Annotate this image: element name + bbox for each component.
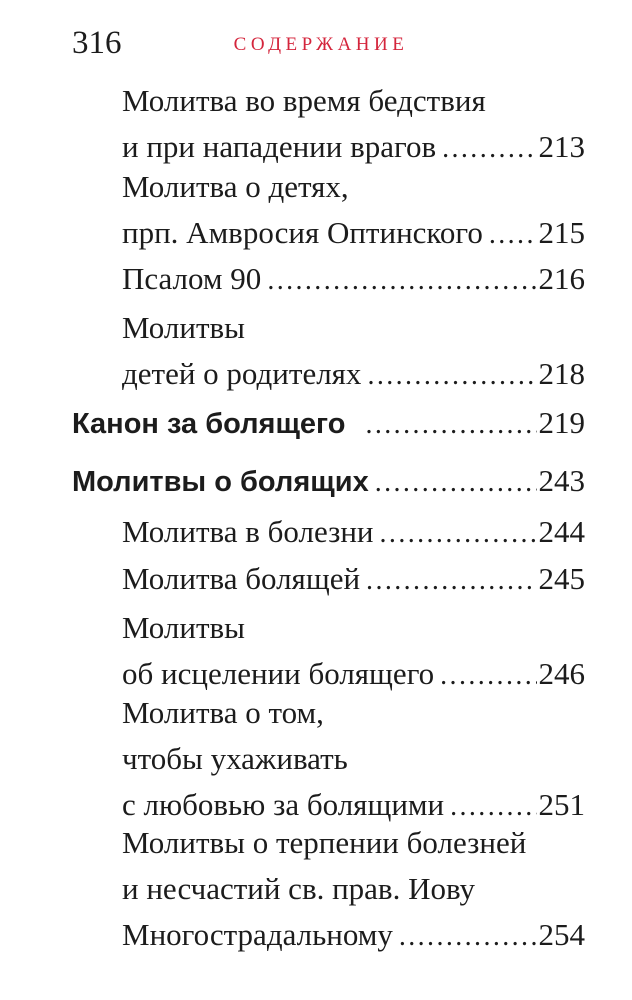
toc-entry-last-line bbox=[122, 509, 585, 555]
toc-page-number: 215 bbox=[538, 215, 585, 250]
toc-entry bbox=[122, 556, 585, 602]
dot-leader bbox=[365, 402, 536, 448]
toc-entry-line: Молитвы о терпении болезней bbox=[122, 825, 527, 860]
toc-page-number: 254 bbox=[538, 917, 585, 952]
toc-entry-line: Молитвы bbox=[122, 610, 245, 645]
toc-entry-last-line bbox=[122, 912, 585, 958]
toc-page-number: 213 bbox=[538, 129, 585, 164]
toc-entry-last-line bbox=[122, 351, 585, 397]
toc-page-number: 243 bbox=[538, 463, 585, 498]
toc-page-number: 218 bbox=[538, 356, 585, 391]
toc-page-number: 251 bbox=[538, 787, 585, 822]
toc-page-number: 219 bbox=[538, 405, 585, 440]
page-number: 316 bbox=[72, 25, 122, 61]
toc-entry bbox=[122, 164, 585, 256]
dot-leader bbox=[367, 353, 536, 399]
toc-section-title: Молитвы о болящих bbox=[72, 466, 369, 498]
toc-section-entry bbox=[72, 400, 585, 446]
toc-section-entry bbox=[72, 458, 585, 504]
toc-entry-last-line bbox=[72, 400, 585, 446]
toc-entry-last-line bbox=[122, 210, 585, 256]
toc-entry-last-line bbox=[122, 256, 585, 302]
dot-leader bbox=[399, 914, 537, 960]
toc-entry-line: детей о родителях bbox=[122, 356, 362, 391]
toc-entry-line: Молитва болящей bbox=[122, 561, 361, 596]
toc-entry-line: Молитвы bbox=[122, 310, 245, 345]
toc-entry-last-line bbox=[122, 556, 585, 602]
toc-entry bbox=[122, 509, 585, 555]
dot-leader bbox=[489, 212, 537, 258]
running-head: СОДЕРЖАНИЕ bbox=[233, 34, 409, 55]
dot-leader bbox=[375, 460, 537, 506]
toc-entry-line: Молитва во время бедствия bbox=[122, 83, 486, 118]
toc-section-title: Канон за болящего bbox=[72, 408, 346, 440]
toc-entry-line: прп. Амвросия Оптинского bbox=[122, 215, 483, 250]
toc-entry bbox=[122, 820, 585, 958]
toc-entry-line: Многострадальному bbox=[122, 917, 393, 952]
toc-entry-line: и при нападении врагов bbox=[122, 129, 437, 164]
toc-entry-last-line bbox=[72, 458, 585, 504]
toc-entry bbox=[122, 256, 585, 302]
toc-page-number: 216 bbox=[538, 261, 585, 296]
toc-entry bbox=[122, 605, 585, 697]
toc-entry bbox=[122, 305, 585, 397]
toc-entry-line: чтобы ухаживать bbox=[122, 741, 348, 776]
dot-leader bbox=[380, 511, 537, 557]
dot-leader bbox=[267, 258, 536, 304]
toc-entry-line: Молитва о том, bbox=[122, 695, 324, 730]
toc-entry-line: Молитва о детях, bbox=[122, 169, 349, 204]
toc-entry bbox=[122, 690, 585, 828]
toc-entry-line: об исцелении болящего bbox=[122, 656, 435, 691]
toc-page-number: 244 bbox=[538, 514, 585, 549]
toc-entry-line: Молитва в болезни bbox=[122, 514, 374, 549]
toc-page-number: 245 bbox=[538, 561, 585, 596]
dot-leader bbox=[366, 558, 536, 604]
toc-entry-line: с любовью за болящими bbox=[122, 787, 445, 822]
toc-entry-line: и несчастий св. прав. Иову bbox=[122, 871, 476, 906]
toc-page-number: 246 bbox=[538, 656, 585, 691]
toc-entry bbox=[122, 78, 585, 170]
toc-entry-line: Псалом 90 bbox=[122, 261, 262, 296]
